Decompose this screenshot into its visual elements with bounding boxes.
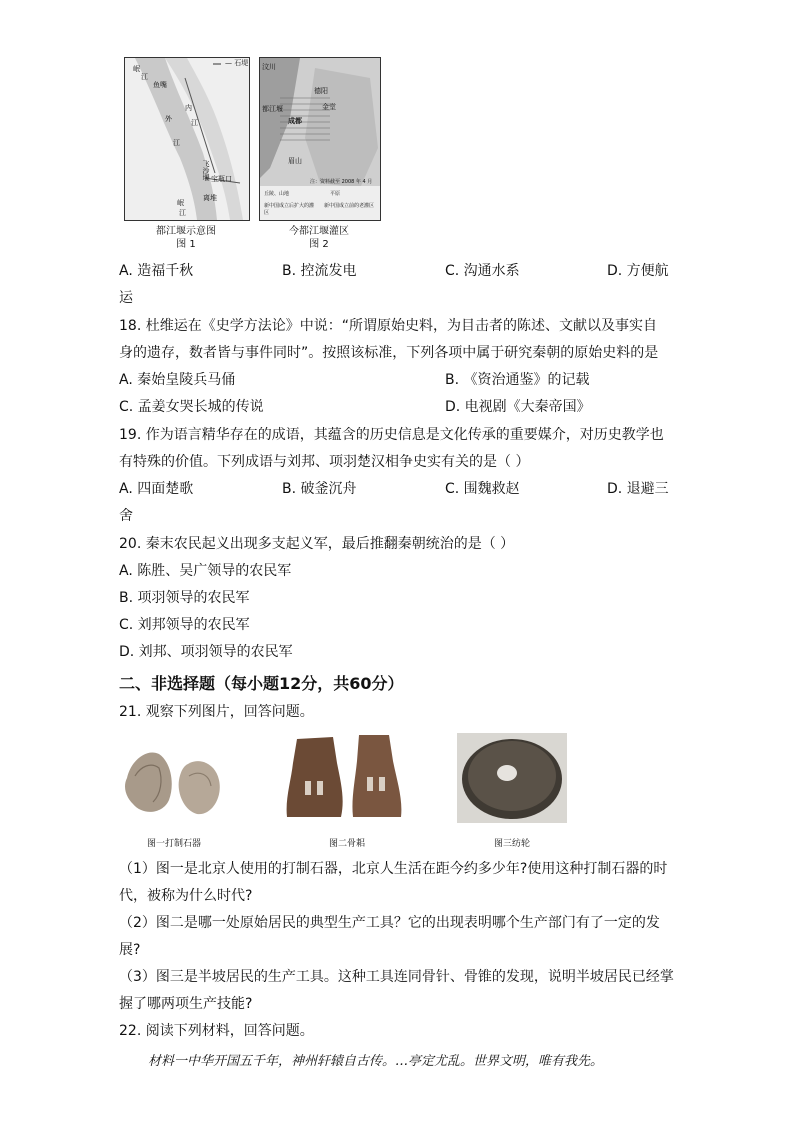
fig1-label: 江 <box>191 119 198 127</box>
q19-option-c: C. 围魏救赵 <box>445 481 520 497</box>
fig2-legend: 平原 <box>330 191 341 197</box>
fig1-label: 岷 <box>177 199 184 207</box>
fig2-legend: 丘陵、山地 <box>264 191 290 197</box>
fig1-label: 江 <box>173 139 180 147</box>
q18-option-d: D. 电视剧《大秦帝国》 <box>445 399 591 415</box>
q20-stem: 20. 秦末农民起义出现多支起义军，最后推翻秦朝统治的是（ ） <box>119 536 515 552</box>
q17-option-d: D. 方便航 <box>607 263 669 279</box>
q22-material-1: 材料一中华开国五千年，神州轩辕自古传。…亭定尤乱。世界文明，唯有我先。 <box>148 1054 604 1069</box>
fig1-label: 离堆 <box>203 194 217 202</box>
fig1-label: 宝瓶口 <box>211 175 232 183</box>
caption-bone-spade: 图二骨耜 <box>328 839 365 849</box>
figure-2-map <box>259 57 381 221</box>
fig2-label: 德阳 <box>314 87 328 95</box>
fig1-label: 江 <box>141 73 148 81</box>
q19-option-d: D. 退避三 <box>607 481 669 497</box>
q21-sub1-line1: （1）图一是北京人使用的打制石器，北京人生活在距今约多少年?使用这种打制石器的时 <box>119 861 668 877</box>
q17-option-d-wrap: 运 <box>119 290 133 306</box>
caption-spindle-whorl: 图三纺轮 <box>493 839 530 849</box>
fig1-label: 飞沙堰 <box>202 160 210 181</box>
bone-spade-image <box>283 733 411 823</box>
q18-option-b: B. 《资治通鉴》的记载 <box>445 372 590 388</box>
fig2-note: 注：资料截至 2008 年 4 月 <box>310 179 373 185</box>
fig2-label: 眉山 <box>288 157 302 165</box>
q18-stem-line2: 身的遗存，数者皆与事件同时”。按照该标准，下列各项中属于研究秦朝的原始史料的是 <box>119 345 659 361</box>
q19-option-b: B. 破釜沉舟 <box>282 481 357 497</box>
fig1-label: 内 <box>185 104 192 112</box>
fig2-legend: 新中国成立前的老灌区 <box>324 203 375 209</box>
q17-option-c: C. 沟通水系 <box>445 263 520 279</box>
q18-option-a: A. 秦始皇陵兵马俑 <box>119 372 236 388</box>
q18-option-c: C. 孟姜女哭长城的传说 <box>119 399 264 415</box>
q19-option-d-wrap: 舍 <box>119 508 133 524</box>
q21-sub2-line2: 展? <box>119 942 141 958</box>
fig1-label: 外 <box>165 115 172 123</box>
q19-stem-line2: 有特殊的价值。下列成语与刘邦、项羽楚汉相争史实有关的是（ ） <box>119 454 530 470</box>
figure-1-map <box>124 57 250 221</box>
q20-option-b: B. 项羽领导的农民军 <box>119 590 250 606</box>
fig1-title: 都江堰示意图 <box>156 226 216 237</box>
fig2-number: 图 2 <box>309 239 329 250</box>
q19-stem-line1: 19. 作为语言精华存在的成语，其蕴含的历史信息是文化传承的重要媒介，对历史教学也 <box>119 427 664 443</box>
section-heading: 二、非选择题（每小题12分，共60分） <box>119 674 404 693</box>
fig2-title: 今都江堰灌区 <box>289 226 349 237</box>
q21-sub1-line2: 代，被称为什么时代? <box>119 888 253 904</box>
fig2-label: 成都 <box>288 117 302 125</box>
q17-option-a: A. 造福千秋 <box>119 263 194 279</box>
fig1-label: 岷 <box>133 65 140 73</box>
q20-option-d: D. 刘邦、项羽领导的农民军 <box>119 644 293 660</box>
fig1-legend: — 石堤 <box>225 59 249 67</box>
fig1-label: 江 <box>179 209 186 217</box>
q20-option-a: A. 陈胜、吴广领导的农民军 <box>119 563 292 579</box>
caption-stone-tools: 图一打制石器 <box>146 839 201 849</box>
fig2-label: 都江堰 <box>262 105 283 113</box>
q22-stem: 22. 阅读下列材料，回答问题。 <box>119 1023 314 1039</box>
spindle-whorl-image <box>457 733 567 823</box>
fig1-number: 图 1 <box>176 239 196 250</box>
q19-option-a: A. 四面楚歌 <box>119 481 194 497</box>
q21-sub2-line1: （2）图二是哪一处原始居民的典型生产工具？它的出现表明哪个生产部门有了一定的发 <box>119 915 660 931</box>
fig2-label: 汶川 <box>262 63 276 71</box>
fig1-label: 鱼嘴 <box>153 81 167 89</box>
q18-stem-line1: 18. 杜维运在《史学方法论》中说：“所谓原始史料，为目击者的陈述、文献以及事实自 <box>119 318 657 334</box>
dujiangyan-diagram <box>125 58 249 220</box>
q21-sub3-line1: （3）图三是半坡居民的生产工具。这种工具连同骨针、骨锥的发现，说明半坡居民已经掌 <box>119 969 674 985</box>
stone-tools-image <box>119 740 229 822</box>
q21-stem: 21. 观察下列图片，回答问题。 <box>119 704 314 720</box>
q17-option-b: B. 控流发电 <box>282 263 357 279</box>
fig2-label: 金堂 <box>322 103 336 111</box>
fig2-legend: 新中国成立后扩大的灌区 <box>264 203 315 216</box>
q21-sub3-line2: 握了哪两项生产技能? <box>119 996 253 1012</box>
q20-option-c: C. 刘邦领导的农民军 <box>119 617 250 633</box>
